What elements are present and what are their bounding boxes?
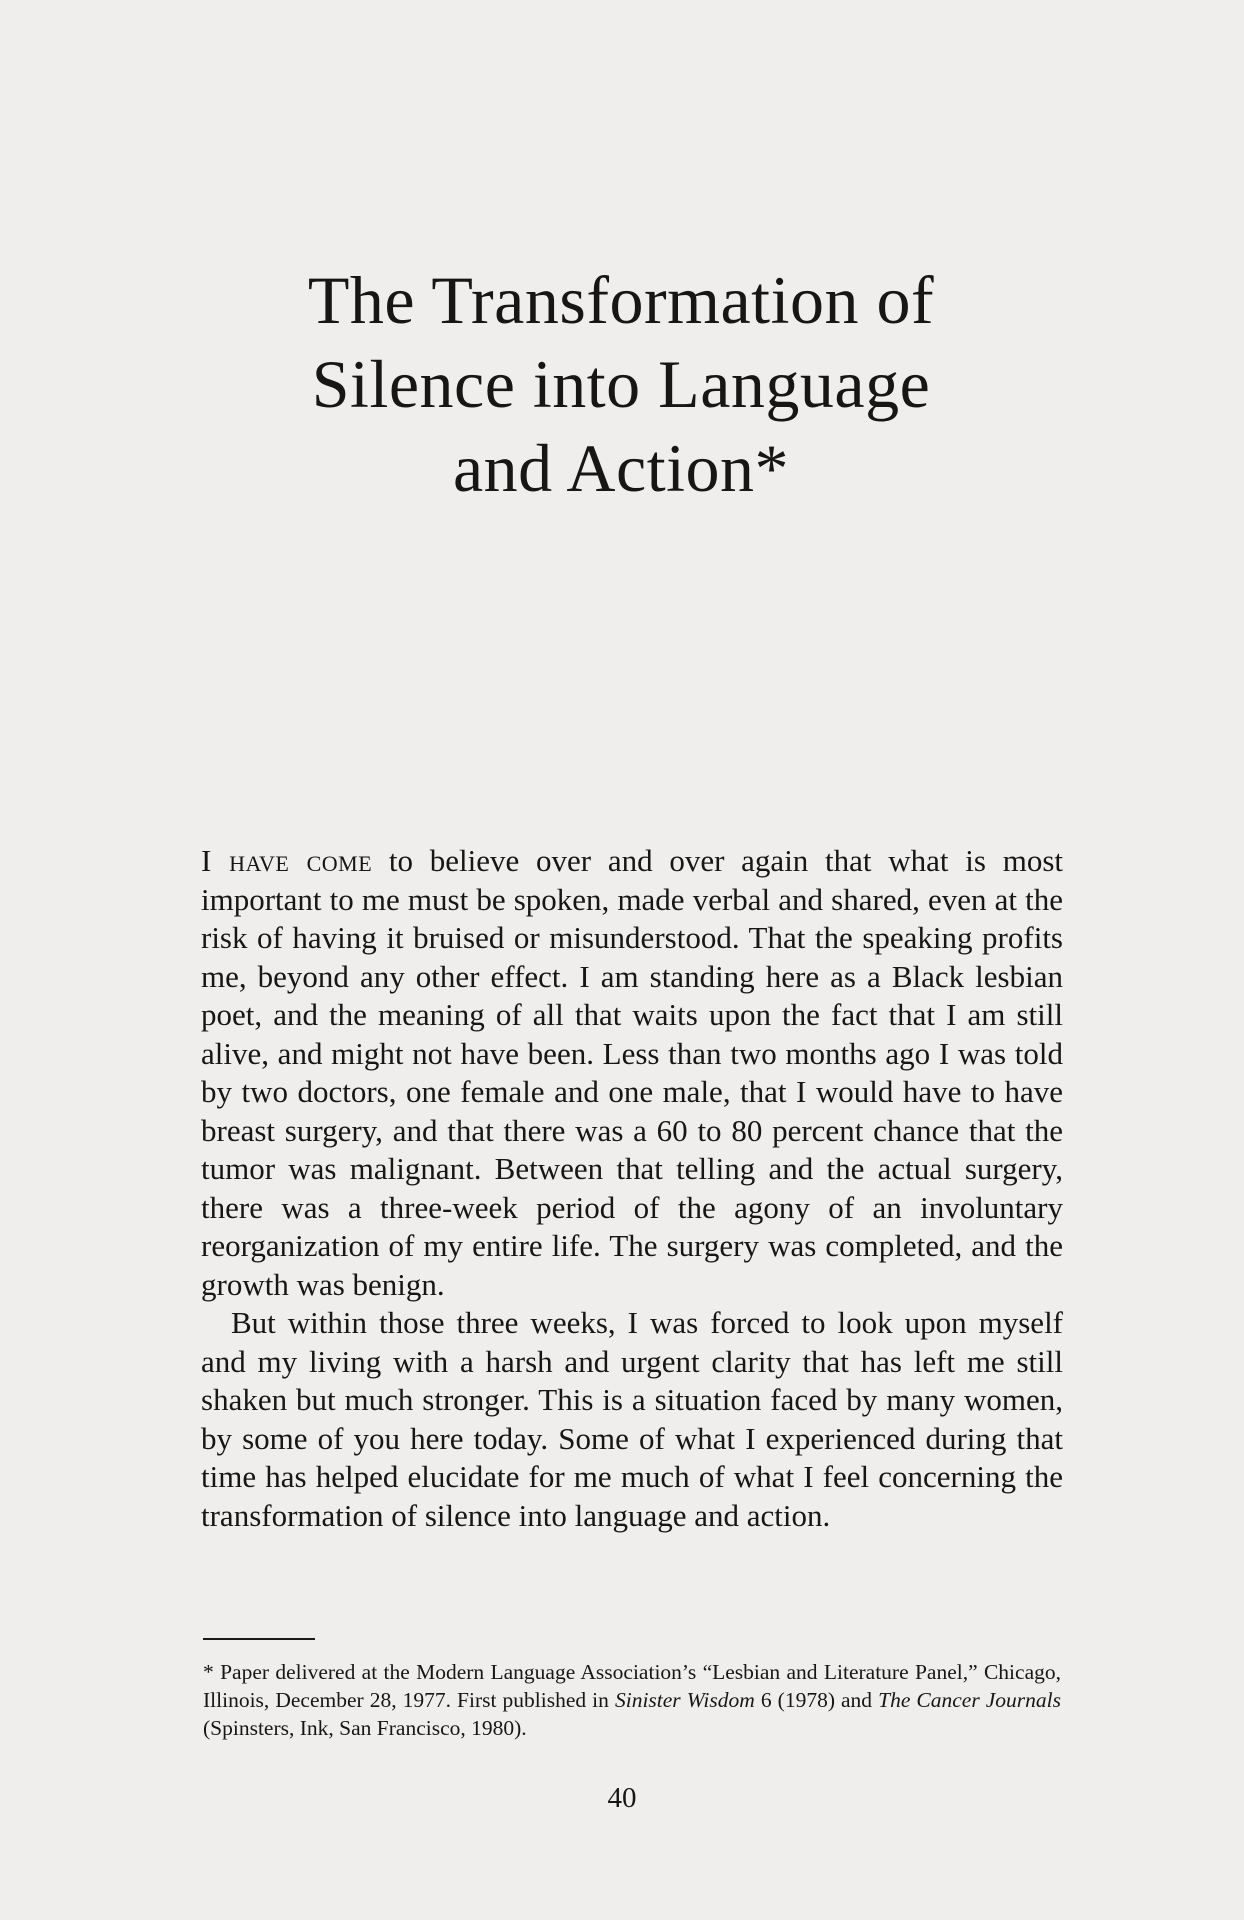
footnote xyxy=(203,1658,1061,1742)
page-number: 40 xyxy=(607,1782,637,1814)
footnote-text-2: 6 (1978) and xyxy=(754,1688,879,1712)
body-text xyxy=(201,842,1063,1535)
title-line-1: The Transformation of xyxy=(307,262,935,338)
paragraph-2: But within those three weeks, I was forced to look upon myself and my living with a harsh and urgent clarity that has left me still shaken but much stronger. This is a situation faced by many women, by some of you here today. Some of what I experienced during that time has helped elucidate for me much of what I feel concerning the transformation of silence into language and action. xyxy=(201,1305,1063,1533)
footnote-title-cancer-journals: The Cancer Journals xyxy=(878,1688,1061,1712)
chapter-title xyxy=(200,258,1042,510)
opening-small-caps: I have come xyxy=(201,843,373,878)
footnote-text-1: * Paper delivered at the Modern Language Association’s “Lesbian and Literature Panel,” Chicago, Illinois, December 28, 1977. First published in xyxy=(203,1660,1061,1712)
title-line-2: Silence into Language xyxy=(311,346,931,422)
footnote-text-3: (Spinsters, Ink, San Francisco, 1980). xyxy=(203,1716,527,1740)
footnote-title-sinister-wisdom: Sinister Wisdom xyxy=(614,1688,755,1712)
footnote-rule xyxy=(203,1638,315,1640)
title-line-3: and Action* xyxy=(452,430,789,506)
paragraph-1 xyxy=(201,842,1063,1304)
paragraph-1-text: to believe over and over again that what is most important to me must be spoken, made verbal and shared, even at the risk of having it bruised or misunderstood. That the speaking profits me, beyond any other effect. I am standing here as a Black lesbian poet, and the meaning of all that waits upon the fact that I am still alive, and might not have been. Less than two months ago I was told by two doctors, one female and one male, that I would have to have breast surgery, and that there was a 60 to 80 percent chance that the tumor was malignant. Between that telling and the actual surgery, there was a three-week period of the agony of an involuntary reorganization of my entire life. The surgery was completed, and the growth was benign. xyxy=(201,843,1063,1302)
